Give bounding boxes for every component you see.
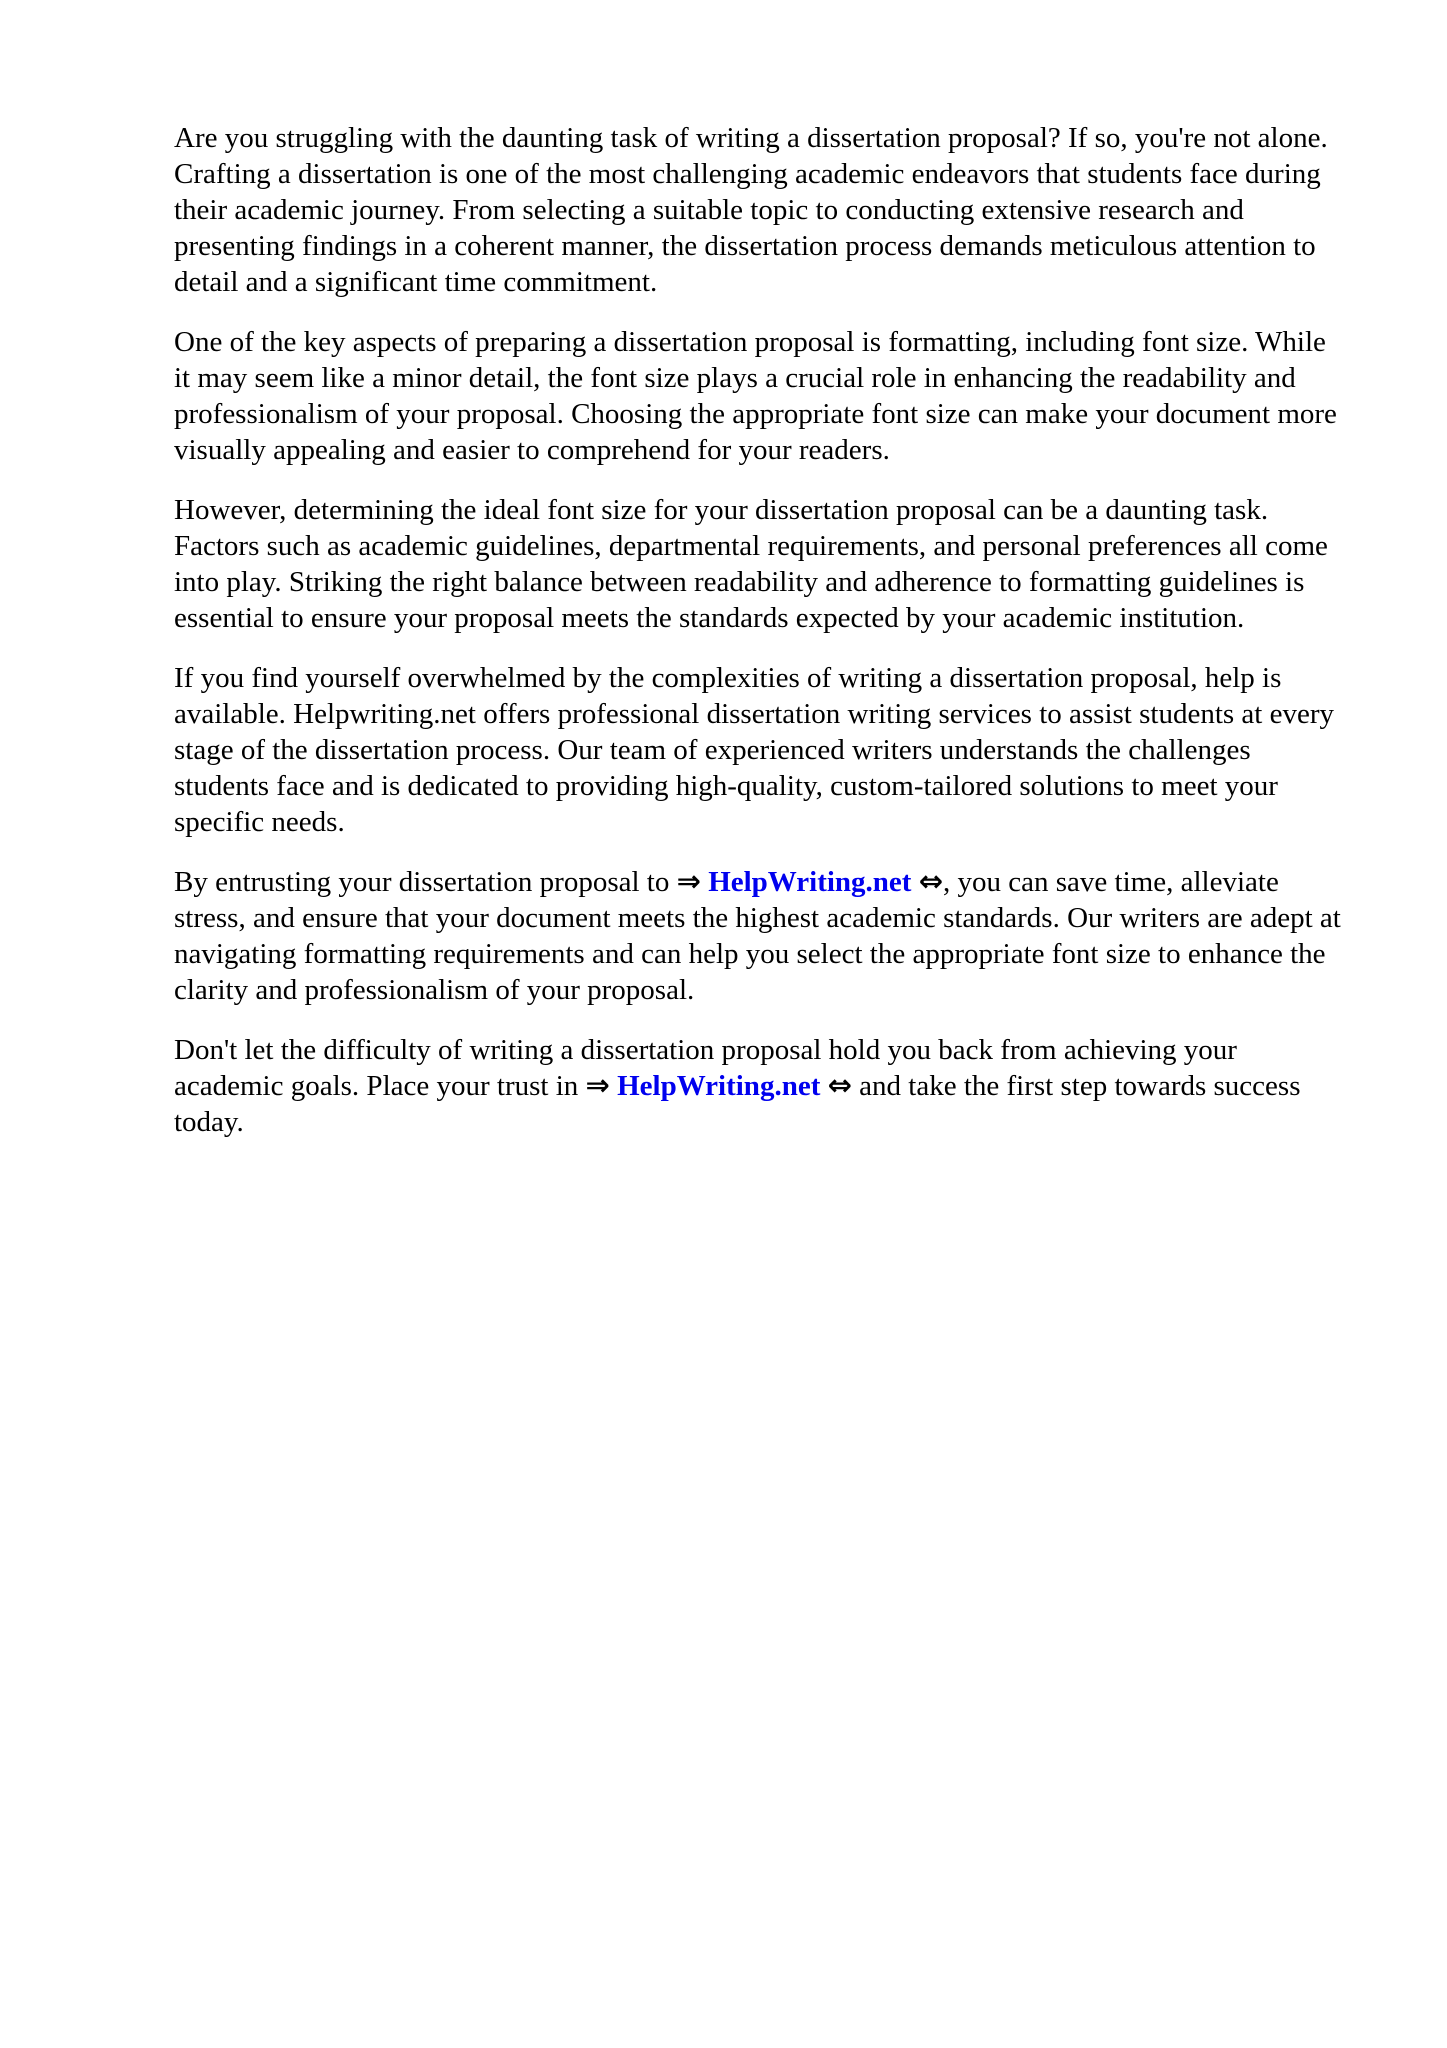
left-right-double-arrow-icon: ⇔ [918,864,944,898]
paragraph-text [911,866,918,898]
helpwriting-link[interactable]: HelpWriting.net [617,1070,821,1102]
helpwriting-link[interactable]: HelpWriting.net [708,866,912,898]
paragraph-text: One of the key aspects of preparing a dissertation proposal is formatting, including font size. While it may seem like a minor detail, the font size plays a crucial role in enhancing the readability and professionalism of your proposal. Choosing the appropriate font size can make your document more visually appealing and easier to comprehend for your readers. [174,326,1337,466]
paragraph [174,864,1344,1008]
paragraph-text [820,1070,827,1102]
paragraph-text: Don't let the difficulty of writing a dissertation proposal hold you back from achieving your academic goals. Place your trust in [174,1034,1237,1102]
paragraph-text: Are you struggling with the daunting task of writing a dissertation proposal? If so, you're not alone. Crafting a dissertation is one of the most challenging academic endeavors that students face during their academic journey. From selecting a suitable topic to conducting extensive research and presenting findings in a coherent manner, the dissertation process demands meticulous attention to detail and a significant time commitment. [174,122,1328,298]
paragraph-text: , you can save time, alleviate stress, and ensure that your document meets the highest academic standards. Our writers are adept at navigating formatting requirements and can help you select the appropriate font size to enhance the clarity and professionalism of your proposal. [174,866,1341,1006]
right-double-arrow-icon: ⇒ [676,864,701,898]
paragraph [174,324,1344,468]
left-right-double-arrow-icon: ⇔ [827,1068,852,1102]
paragraph-text: However, determining the ideal font size for your dissertation proposal can be a daunting task. Factors such as academic guidelines, departmental requirements, and personal preferences all come into play. Striking the right balance between readability and adherence to formatting guidelines is essential to ensure your proposal meets the standards expected by your academic institution. [174,494,1328,634]
paragraph-text: and take the first step towards success today. [174,1070,1301,1138]
paragraph-text: If you find yourself overwhelmed by the complexities of writing a dissertation proposal, help is available. Helpwriting.net offers professional dissertation writing services to assist students at every stage of the dissertation process. Our team of experienced writers understands the challenges students face and is dedicated to providing high-quality, custom-tailored solutions to meet your specific needs. [174,662,1334,838]
paragraph-text: By entrusting your dissertation proposal to [174,866,677,898]
right-double-arrow-icon: ⇒ [585,1068,610,1102]
article-body [174,120,1344,1164]
paragraph [174,492,1344,636]
paragraph [174,660,1344,840]
paragraph-text [610,1070,617,1102]
paragraph [174,1032,1344,1140]
paragraph [174,120,1344,300]
